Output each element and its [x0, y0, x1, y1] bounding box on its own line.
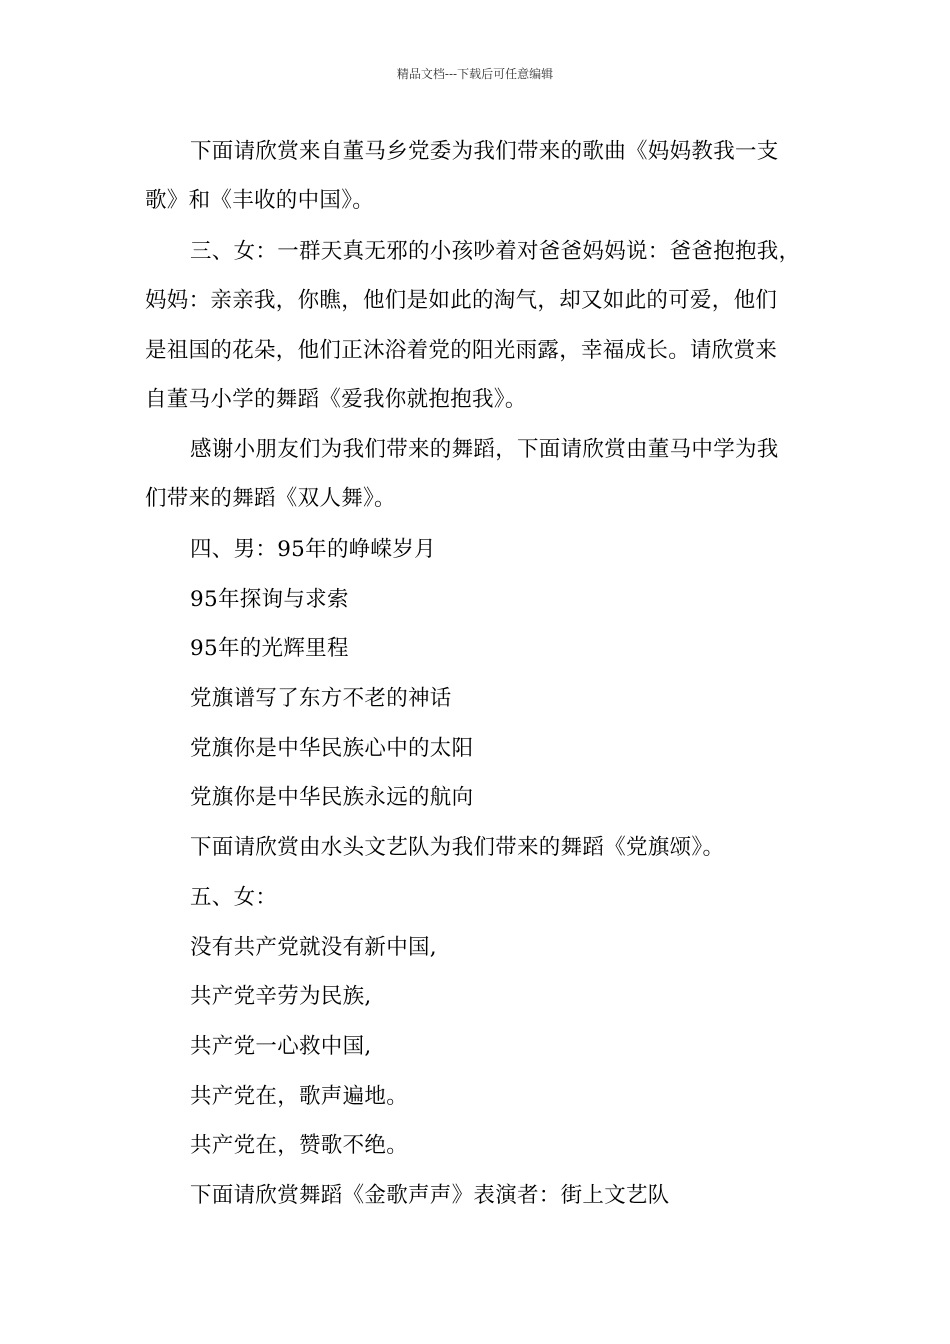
- paragraph-line: 共产党一心救中国,: [190, 1034, 372, 1059]
- paragraph-line: 下面请欣赏由水头文艺队为我们带来的舞蹈《党旗颂》。: [190, 835, 725, 860]
- paragraph-line: 党旗你是中华民族心中的太阳: [190, 736, 474, 761]
- paragraph-line: 四、男：95年的峥嵘岁月: [190, 537, 436, 562]
- paragraph-line: 下面请欣赏来自董马乡党委为我们带来的歌曲《妈妈教我一支: [190, 139, 779, 164]
- page-header: 精品文档---下载后可任意编辑: [396, 67, 554, 81]
- paragraph-line: 没有共产党就没有新中国,: [190, 935, 437, 960]
- paragraph-line: 三、女：一群天真无邪的小孩吵着对爸爸妈妈说：爸爸抱抱我，: [190, 239, 801, 264]
- paragraph-line: 党旗谱写了东方不老的神话: [190, 686, 452, 711]
- paragraph-line: 是祖国的花朵，他们正沐浴着党的阳光雨露，幸福成长。请欣赏来: [145, 338, 778, 363]
- paragraph-line: 下面请欣赏舞蹈《金歌声声》表演者：街上文艺队: [190, 1183, 670, 1208]
- paragraph-line: 共产党在，赞歌不绝。: [190, 1133, 409, 1158]
- paragraph-line: 95年探询与求索: [190, 587, 349, 612]
- paragraph-line: 自董马小学的舞蹈《爱我你就抱抱我》。: [145, 387, 527, 412]
- paragraph-line: 党旗你是中华民族永远的航向: [190, 785, 474, 810]
- paragraph-line: 歌》和《丰收的中国》。: [145, 188, 375, 213]
- paragraph-line: 五、女：: [190, 885, 278, 910]
- paragraph-line: 感谢小朋友们为我们带来的舞蹈，下面请欣赏由董马中学为我: [190, 437, 779, 462]
- paragraph-line: 妈妈：亲亲我，你瞧，他们是如此的淘气，却又如此的可爱，他们: [145, 288, 778, 313]
- paragraph-line: 95年的光辉里程: [190, 636, 349, 661]
- paragraph-line: 们带来的舞蹈《双人舞》。: [145, 486, 396, 511]
- paragraph-line: 共产党辛劳为民族,: [190, 984, 372, 1009]
- paragraph-line: 共产党在，歌声遍地。: [190, 1084, 409, 1109]
